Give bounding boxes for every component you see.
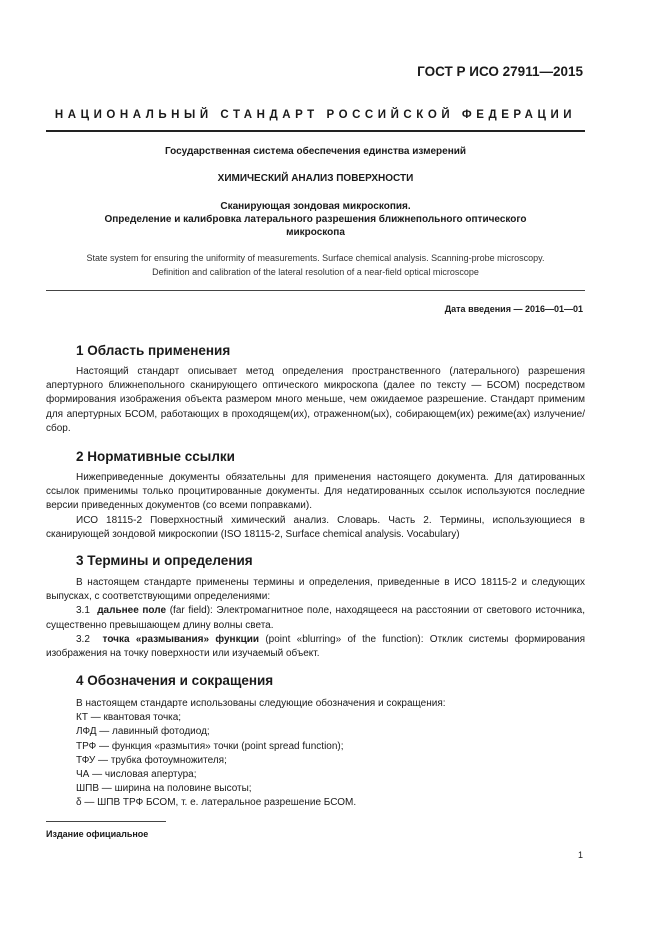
term-number: 3.1 bbox=[76, 605, 90, 617]
term-name: дальнее поле bbox=[97, 605, 167, 617]
section-1-body bbox=[46, 365, 585, 436]
term-name: точка «размывания» функции bbox=[102, 633, 260, 645]
paragraph: Настоящий стандарт описывает метод определения пространственного (латерального) разрешения апертурного ближнепольного сканирующего оптического микроскопа (далее по тексту — БСОМ) посредством формирования изображения объекта размером много меньше, чем ожидаемое разрешение. Стандарт применим для апертурных БСОМ, работающих в проходящем(их), отраженном(ых), собирающем(их) режиме(ах) излучение/сбор. bbox=[46, 366, 585, 434]
footer-divider bbox=[46, 821, 166, 822]
page-number: 1 bbox=[577, 850, 583, 860]
english-title-line: Definition and calibration of the lateral resolution of a near-field optical microscope bbox=[152, 266, 479, 277]
term-number: 3.2 bbox=[76, 633, 90, 645]
section-2-body bbox=[46, 471, 585, 542]
edition-label: Издание официальное bbox=[46, 829, 149, 839]
paragraph: Нижеприведенные документы обязательны для применения настоящего документа. Для датированных ссылок применимы только процитированные документы. Для недатированных ссылок используются последние версии приведенных документов (со всеми поправками). bbox=[46, 472, 585, 512]
subtitle-line: Сканирующая зондовая микроскопия. bbox=[220, 201, 411, 212]
effective-date: Дата введения — 2016—01—01 bbox=[444, 304, 583, 314]
middle-divider bbox=[46, 290, 585, 291]
term-text: (far field): Электромагнитное поле, находящееся на расстоянии от светового источника, существенно превышающем длину волны света. bbox=[46, 605, 585, 631]
term-definition bbox=[46, 633, 585, 661]
section-1-heading: 1 Область применения bbox=[76, 343, 231, 358]
abbreviation-item: δ — ШПВ ТРФ БСОМ, т. е. латеральное разрешение БСОМ. bbox=[76, 797, 357, 809]
abbreviation-item: ШПВ — ширина на половине высоты; bbox=[76, 783, 252, 795]
abbreviation-item: ТФУ — трубка фотоумножителя; bbox=[76, 754, 227, 766]
section-4-heading: 4 Обозначения и сокращения bbox=[76, 673, 274, 688]
abbreviation-item: ЛФД — лавинный фотодиод; bbox=[76, 726, 210, 738]
reference-item: ИСО 18115-2 Поверхностный химический анализ. Словарь. Часть 2. Термины, использующиеся в сканирующей зондовой микроскопии (ISO 18115-2, Surface chemical analysis. Vocabulary) bbox=[46, 514, 585, 540]
section-4-body bbox=[76, 697, 446, 811]
national-standard-banner: НАЦИОНАЛЬНЫЙ СТАНДАРТ РОССИЙСКОЙ ФЕДЕРАЦИИ bbox=[54, 109, 577, 121]
section-3-body bbox=[46, 576, 585, 661]
subtitle-line: микроскопа bbox=[286, 227, 345, 238]
paragraph: В настоящем стандарте использованы следующие обозначения и сокращения: bbox=[76, 698, 446, 709]
section-3-heading: 3 Термины и определения bbox=[76, 553, 253, 568]
system-title: Государственная система обеспечения единства измерений bbox=[164, 146, 467, 157]
paragraph: В настоящем стандарте применены термины и определения, приведенные в ИСО 18115-2 и следующих выпусках, с соответствующими определениями: bbox=[46, 577, 585, 603]
english-title-line: State system for ensuring the uniformity of measurements. Surface chemical analysis. Scanning-probe microscopy. bbox=[86, 253, 545, 263]
abbreviation-item: КТ — квантовая точка; bbox=[76, 712, 182, 724]
subtitle bbox=[46, 200, 585, 239]
english-title bbox=[46, 252, 585, 279]
abbreviation-item: ТРФ — функция «размытия» точки (point spread function); bbox=[76, 740, 344, 752]
term-text: (point «blurring» of the function): Отклик системы формирования изображения на точку поверхности или изучаемый объект. bbox=[46, 633, 585, 660]
abbreviation-item: ЧА — числовая апертура; bbox=[76, 769, 197, 781]
subtitle-line: Определение и калибровка латерального разрешения ближнепольного оптического bbox=[104, 214, 527, 225]
top-divider bbox=[46, 130, 585, 132]
term-definition bbox=[46, 604, 585, 632]
main-title: ХИМИЧЕСКИЙ АНАЛИЗ ПОВЕРХНОСТИ bbox=[217, 173, 414, 184]
document-code: ГОСТ Р ИСО 27911—2015 bbox=[417, 64, 583, 79]
section-2-heading: 2 Нормативные ссылки bbox=[76, 449, 235, 464]
